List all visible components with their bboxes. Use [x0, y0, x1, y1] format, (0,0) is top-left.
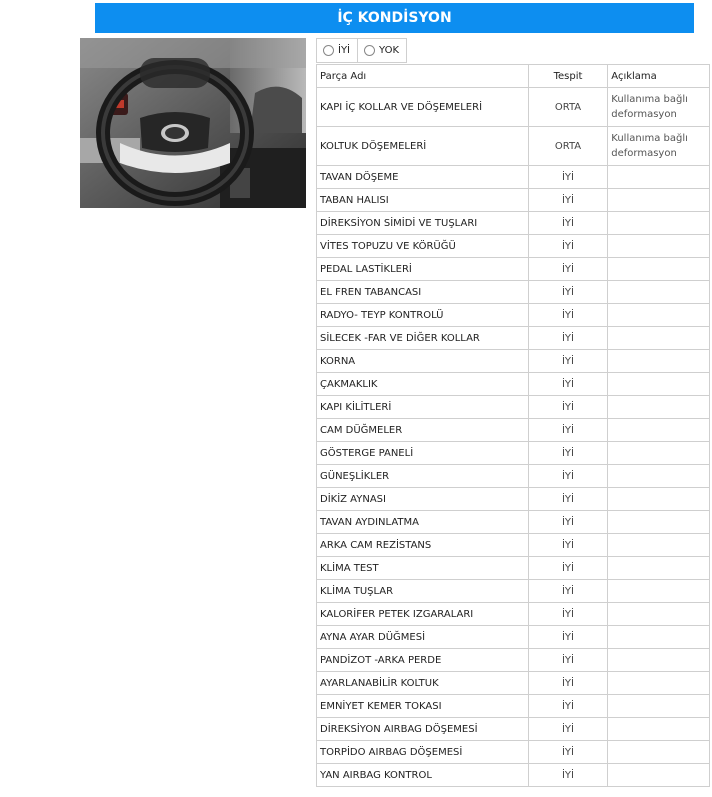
condition-toggle: [316, 38, 407, 63]
table-row: [317, 603, 710, 626]
status-cell: İYİ: [528, 189, 608, 212]
status-cell: ORTA: [528, 127, 608, 166]
status-cell: İYİ: [528, 166, 608, 189]
part-name-cell: ÇAKMAKLIK: [317, 373, 529, 396]
part-name-cell: EL FREN TABANCASI: [317, 281, 529, 304]
note-cell: Kullanıma bağlı deformasyon: [608, 88, 710, 127]
part-name-cell: KAPI İÇ KOLLAR VE DÖŞEMELERİ: [317, 88, 529, 127]
part-name-cell: PANDİZOT -ARKA PERDE: [317, 649, 529, 672]
part-name-cell: VİTES TOPUZU VE KÖRÜĞÜ: [317, 235, 529, 258]
interior-photo[interactable]: [80, 38, 306, 208]
note-cell: [608, 534, 710, 557]
status-cell: İYİ: [528, 511, 608, 534]
note-cell: [608, 281, 710, 304]
part-name-cell: KALORİFER PETEK IZGARALARI: [317, 603, 529, 626]
table-row: [317, 764, 710, 787]
table-row: [317, 419, 710, 442]
status-cell: İYİ: [528, 649, 608, 672]
status-cell: İYİ: [528, 465, 608, 488]
status-cell: İYİ: [528, 442, 608, 465]
note-cell: [608, 442, 710, 465]
radio-circle-icon[interactable]: [364, 45, 375, 56]
part-name-cell: RADYO- TEYP KONTROLÜ: [317, 304, 529, 327]
note-cell: [608, 511, 710, 534]
note-cell: [608, 649, 710, 672]
status-cell: İYİ: [528, 626, 608, 649]
part-name-cell: KLİMA TEST: [317, 557, 529, 580]
table-row: [317, 488, 710, 511]
part-name-cell: DİREKSİYON SİMİDİ VE TUŞLARI: [317, 212, 529, 235]
part-name-cell: DİREKSİYON AIRBAG DÖŞEMESİ: [317, 718, 529, 741]
note-cell: [608, 557, 710, 580]
table-row: [317, 511, 710, 534]
note-cell: [608, 764, 710, 787]
table-row: [317, 557, 710, 580]
status-cell: İYİ: [528, 350, 608, 373]
note-cell: [608, 373, 710, 396]
status-cell: İYİ: [528, 235, 608, 258]
status-cell: İYİ: [528, 741, 608, 764]
table-row: [317, 127, 710, 166]
toggle-option-yok[interactable]: [358, 39, 406, 62]
note-cell: [608, 189, 710, 212]
table-row: [317, 212, 710, 235]
part-name-cell: DİKİZ AYNASI: [317, 488, 529, 511]
part-name-cell: PEDAL LASTİKLERİ: [317, 258, 529, 281]
table-row: [317, 580, 710, 603]
table-row: [317, 442, 710, 465]
note-cell: [608, 166, 710, 189]
note-cell: [608, 580, 710, 603]
table-row: [317, 350, 710, 373]
status-cell: İYİ: [528, 695, 608, 718]
note-cell: [608, 603, 710, 626]
table-row: [317, 672, 710, 695]
table-row: [317, 189, 710, 212]
table-row: [317, 695, 710, 718]
toggle-option-label: İYİ: [338, 45, 351, 56]
status-cell: İYİ: [528, 419, 608, 442]
part-name-cell: KLİMA TUŞLAR: [317, 580, 529, 603]
part-name-cell: TABAN HALISI: [317, 189, 529, 212]
part-name-cell: KAPI KİLİTLERİ: [317, 396, 529, 419]
table-row: [317, 373, 710, 396]
part-name-cell: EMNİYET KEMER TOKASI: [317, 695, 529, 718]
status-cell: İYİ: [528, 534, 608, 557]
note-cell: [608, 327, 710, 350]
status-cell: İYİ: [528, 718, 608, 741]
toggle-option-label: YOK: [379, 45, 400, 56]
table-row: [317, 396, 710, 419]
status-cell: İYİ: [528, 212, 608, 235]
part-name-cell: YAN AIRBAG KONTROL: [317, 764, 529, 787]
status-cell: İYİ: [528, 304, 608, 327]
note-cell: [608, 304, 710, 327]
part-name-cell: TAVAN AYDINLATMA: [317, 511, 529, 534]
status-cell: İYİ: [528, 580, 608, 603]
section-title: İÇ KONDİSYON: [337, 10, 452, 26]
table-row: [317, 327, 710, 350]
part-name-cell: CAM DÜĞMELER: [317, 419, 529, 442]
status-cell: İYİ: [528, 373, 608, 396]
table-row: [317, 465, 710, 488]
note-cell: [608, 465, 710, 488]
note-cell: [608, 672, 710, 695]
parts-table: [316, 64, 710, 787]
steering-wheel-photo-icon: [80, 38, 306, 208]
toggle-option-iyi[interactable]: [317, 39, 358, 62]
note-cell: [608, 488, 710, 511]
part-name-cell: TORPİDO AIRBAG DÖŞEMESİ: [317, 741, 529, 764]
part-name-cell: KORNA: [317, 350, 529, 373]
note-cell: [608, 419, 710, 442]
note-cell: [608, 212, 710, 235]
part-name-cell: ARKA CAM REZİSTANS: [317, 534, 529, 557]
status-cell: İYİ: [528, 488, 608, 511]
part-name-cell: AYNA AYAR DÜĞMESİ: [317, 626, 529, 649]
status-cell: İYİ: [528, 327, 608, 350]
status-cell: İYİ: [528, 764, 608, 787]
note-cell: [608, 718, 710, 741]
status-cell: İYİ: [528, 672, 608, 695]
status-cell: İYİ: [528, 603, 608, 626]
table-row: [317, 534, 710, 557]
status-cell: İYİ: [528, 396, 608, 419]
table-row: [317, 304, 710, 327]
part-name-cell: SİLECEK -FAR VE DİĞER KOLLAR: [317, 327, 529, 350]
part-name-cell: GÜNEŞLİKLER: [317, 465, 529, 488]
table-row: [317, 258, 710, 281]
note-cell: [608, 695, 710, 718]
table-row: [317, 88, 710, 127]
table-row: [317, 649, 710, 672]
note-cell: [608, 741, 710, 764]
note-cell: [608, 626, 710, 649]
status-cell: ORTA: [528, 88, 608, 127]
column-header-note: Açıklama: [608, 65, 710, 88]
note-cell: [608, 396, 710, 419]
table-row: [317, 281, 710, 304]
status-cell: İYİ: [528, 557, 608, 580]
table-row: [317, 626, 710, 649]
column-header-status: Tespit: [528, 65, 608, 88]
section-title-bar: [95, 3, 694, 33]
table-row: [317, 741, 710, 764]
table-header-row: [317, 65, 710, 88]
status-cell: İYİ: [528, 281, 608, 304]
table-row: [317, 166, 710, 189]
radio-circle-icon[interactable]: [323, 45, 334, 56]
table-row: [317, 235, 710, 258]
status-cell: İYİ: [528, 258, 608, 281]
note-cell: [608, 350, 710, 373]
part-name-cell: KOLTUK DÖŞEMELERİ: [317, 127, 529, 166]
part-name-cell: GÖSTERGE PANELİ: [317, 442, 529, 465]
note-cell: [608, 258, 710, 281]
note-cell: Kullanıma bağlı deformasyon: [608, 127, 710, 166]
column-header-part-name: Parça Adı: [317, 65, 529, 88]
table-row: [317, 718, 710, 741]
part-name-cell: TAVAN DÖŞEME: [317, 166, 529, 189]
note-cell: [608, 235, 710, 258]
part-name-cell: AYARLANABİLİR KOLTUK: [317, 672, 529, 695]
